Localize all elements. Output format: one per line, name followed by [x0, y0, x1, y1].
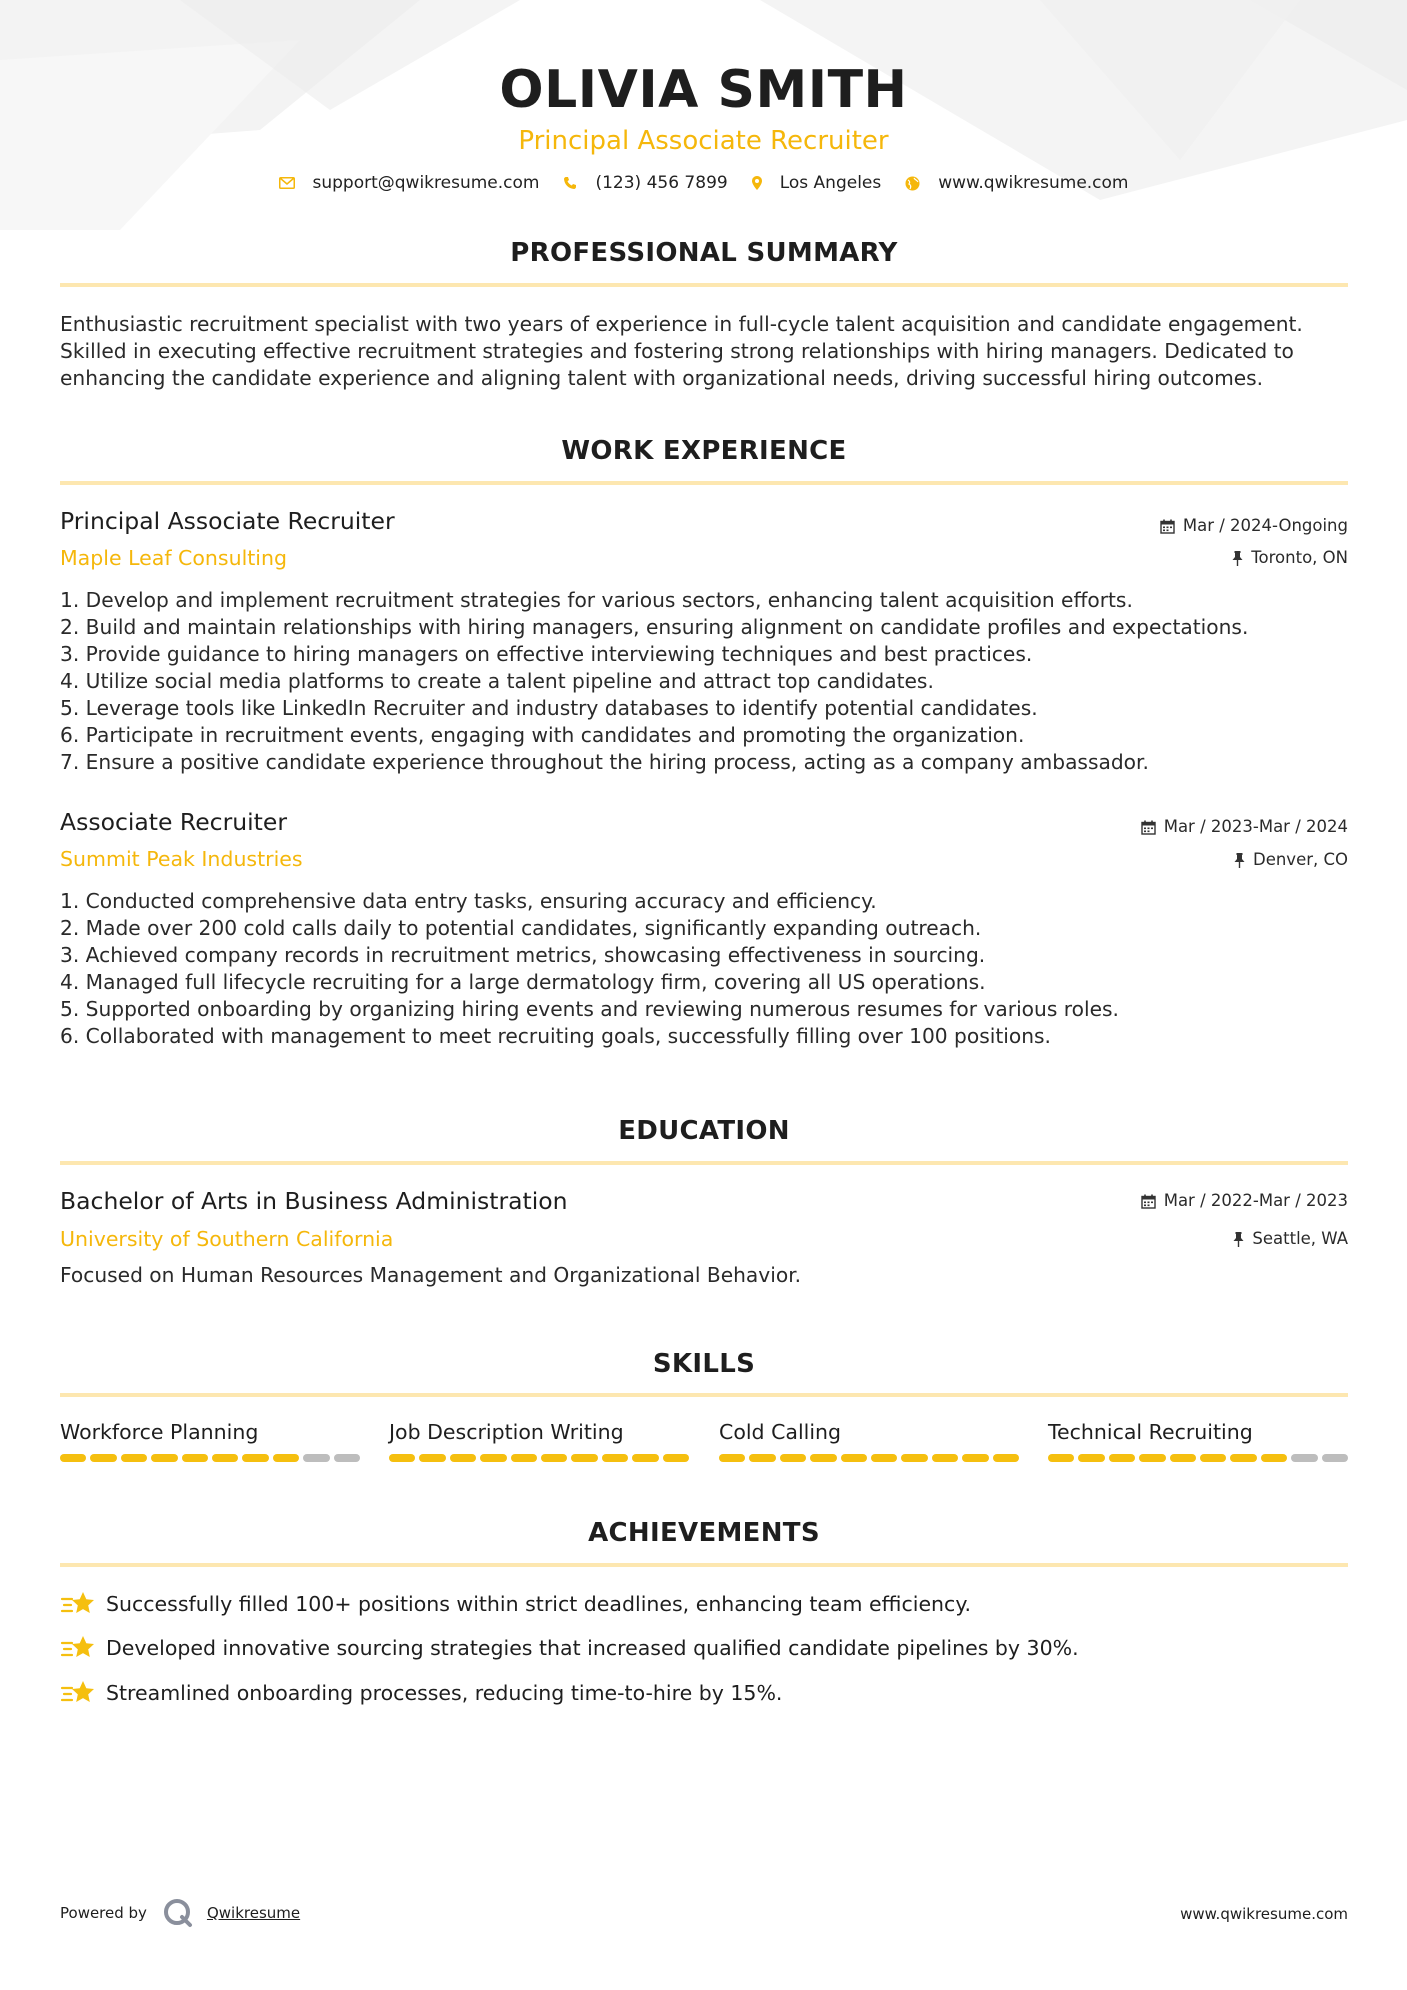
skill-level-dot-filled	[450, 1454, 476, 1462]
skill-level-dot-filled	[993, 1454, 1019, 1462]
skill-level-dot-filled	[1170, 1454, 1196, 1462]
resume-header	[0, 58, 1407, 194]
education-location	[1233, 1228, 1348, 1250]
section-title-achievements: ACHIEVEMENTS	[588, 1518, 820, 1548]
list-item: 6. Participate in recruitment events, engaging with candidates and promoting the organization.	[60, 723, 1025, 747]
skill-item	[389, 1418, 689, 1462]
skill-level-dot-filled	[632, 1454, 658, 1462]
qwikresume-logo-icon	[163, 1898, 193, 1928]
job-responsibilities	[60, 587, 1350, 776]
calendar-icon	[1160, 519, 1175, 534]
list-item: 5. Leverage tools like LinkedIn Recruiter and industry databases to identify potential candidates.	[60, 696, 1038, 720]
star-icon	[60, 1634, 96, 1662]
skill-level-dot-filled	[602, 1454, 628, 1462]
website-text: www.qwikresume.com	[938, 173, 1129, 193]
summary-line: enhancing the candidate experience and aligning talent with organizational needs, driving successful hiring outcomes.	[60, 366, 1264, 390]
summary-line: Skilled in executing effective recruitment strategies and fostering strong relationships with hiring managers. Dedicated to	[60, 339, 1294, 363]
skill-level-dot-filled	[871, 1454, 897, 1462]
location-text: Seattle, WA	[1252, 1229, 1348, 1248]
contact-location	[752, 172, 882, 194]
calendar-icon	[1141, 1194, 1156, 1209]
skill-level-dot-filled	[212, 1454, 238, 1462]
date-text: Mar / 2022-Mar / 2023	[1163, 1191, 1348, 1210]
contact-bar	[0, 172, 1407, 194]
skill-level-dot-empty	[1291, 1454, 1317, 1462]
location-text: Toronto, ON	[1251, 548, 1348, 567]
skill-level-dot-filled	[151, 1454, 177, 1462]
section-title-skills: SKILLS	[652, 1349, 756, 1379]
skill-level-dot-filled	[273, 1454, 299, 1462]
school-name: University of Southern California	[60, 1227, 394, 1251]
education-note: Focused on Human Resources Management and Organizational Behavior.	[60, 1263, 802, 1287]
contact-phone[interactable]	[563, 172, 727, 194]
candidate-name: OLIVIA SMITH	[499, 60, 908, 120]
section-title-work: WORK EXPERIENCE	[561, 436, 847, 466]
skill-level-dot-filled	[1078, 1454, 1104, 1462]
skill-name: Technical Recruiting	[1048, 1420, 1253, 1444]
section-divider	[60, 1563, 1348, 1567]
pushpin-icon	[1232, 551, 1243, 566]
skill-level-dot-filled	[182, 1454, 208, 1462]
skill-level-dot-filled	[749, 1454, 775, 1462]
job-responsibilities	[60, 888, 1350, 1050]
section-title-summary: PROFESSIONAL SUMMARY	[510, 238, 898, 268]
powered-by-label: Powered by	[60, 1904, 147, 1922]
achievement-item	[60, 1590, 971, 1618]
skill-item	[719, 1418, 1019, 1462]
section-divider	[60, 481, 1348, 485]
achievement-text: Successfully filled 100+ positions within strict deadlines, enhancing team efficiency.	[106, 1592, 972, 1616]
list-item: 2. Build and maintain relationships with hiring managers, ensuring alignment on candidate profiles and expectations.	[60, 615, 1249, 639]
skill-level-dot-filled	[1230, 1454, 1256, 1462]
skill-level-dot-filled	[541, 1454, 567, 1462]
job-title: Principal Associate Recruiter	[60, 507, 395, 535]
contact-website[interactable]	[905, 172, 1128, 194]
education-date	[1141, 1190, 1348, 1212]
skill-level-meter	[389, 1454, 689, 1462]
location-text: Denver, CO	[1252, 850, 1348, 869]
phone-icon	[563, 176, 577, 190]
skill-level-dot-filled	[719, 1454, 745, 1462]
star-icon	[60, 1590, 96, 1618]
skill-level-dot-empty	[1322, 1454, 1348, 1462]
achievement-item	[60, 1679, 782, 1707]
skill-level-meter	[1048, 1454, 1348, 1462]
achievement-item	[60, 1634, 1079, 1662]
skill-level-dot-filled	[841, 1454, 867, 1462]
skill-level-dot-filled	[511, 1454, 537, 1462]
section-divider	[60, 1393, 1348, 1397]
envelope-icon	[279, 177, 295, 189]
list-item: 6. Collaborated with management to meet recruiting goals, successfully filling over 100 positions.	[60, 1024, 1051, 1048]
job-date	[1160, 515, 1348, 537]
skill-level-dot-filled	[480, 1454, 506, 1462]
skill-level-dot-filled	[1139, 1454, 1165, 1462]
skill-level-meter	[719, 1454, 1019, 1462]
pushpin-icon	[1233, 1232, 1244, 1247]
globe-icon	[905, 176, 920, 191]
achievement-text: Streamlined onboarding processes, reducing time-to-hire by 15%.	[106, 1681, 783, 1705]
skill-level-dot-filled	[1200, 1454, 1226, 1462]
location-text: Los Angeles	[779, 173, 882, 193]
skill-level-dot-filled	[389, 1454, 415, 1462]
skill-level-dot-filled	[663, 1454, 689, 1462]
footer-powered-by	[60, 1898, 300, 1928]
skill-level-dot-filled	[60, 1454, 86, 1462]
skill-level-dot-filled	[242, 1454, 268, 1462]
map-pin-icon	[752, 176, 762, 190]
skill-level-dot-filled	[932, 1454, 958, 1462]
job-title: Associate Recruiter	[60, 808, 288, 836]
skill-name: Workforce Planning	[60, 1420, 259, 1444]
skill-level-dot-filled	[780, 1454, 806, 1462]
company-name: Summit Peak Industries	[60, 847, 303, 871]
list-item: 4. Managed full lifecycle recruiting for a large dermatology firm, covering all US operations.	[60, 970, 986, 994]
candidate-role: Principal Associate Recruiter	[518, 126, 889, 156]
list-item: 7. Ensure a positive candidate experience throughout the hiring process, acting as a company ambassador.	[60, 750, 1149, 774]
phone-text: (123) 456 7899	[595, 173, 728, 193]
section-title-education: EDUCATION	[618, 1116, 790, 1146]
skill-level-meter	[60, 1454, 360, 1462]
list-item: 2. Made over 200 cold calls daily to potential candidates, significantly expanding outreach.	[60, 916, 982, 940]
list-item: 1. Develop and implement recruitment strategies for various sectors, enhancing talent acquisition efforts.	[60, 588, 1133, 612]
skill-level-dot-filled	[1048, 1454, 1074, 1462]
skill-level-dot-filled	[121, 1454, 147, 1462]
degree-title: Bachelor of Arts in Business Administration	[60, 1187, 568, 1215]
achievement-text: Developed innovative sourcing strategies that increased qualified candidate pipelines by 30%.	[106, 1636, 1079, 1660]
skill-item	[1048, 1418, 1348, 1462]
skill-item	[60, 1418, 360, 1462]
section-divider	[60, 1161, 1348, 1165]
skill-name: Cold Calling	[719, 1420, 842, 1444]
pushpin-icon	[1234, 853, 1245, 868]
skill-level-dot-filled	[1261, 1454, 1287, 1462]
skill-level-dot-empty	[303, 1454, 329, 1462]
skill-level-dot-filled	[962, 1454, 988, 1462]
summary-line: Enthusiastic recruitment specialist with two years of experience in full-cycle talent acquisition and candidate engagement.	[60, 312, 1303, 336]
skill-level-dot-filled	[571, 1454, 597, 1462]
summary-text	[60, 311, 1352, 392]
skill-level-dot-filled	[419, 1454, 445, 1462]
contact-email[interactable]	[279, 172, 540, 194]
skill-level-dot-filled	[90, 1454, 116, 1462]
skill-level-dot-filled	[810, 1454, 836, 1462]
qwikresume-link[interactable]: Qwikresume	[206, 1904, 301, 1922]
skill-level-dot-filled	[901, 1454, 927, 1462]
job-location	[1232, 547, 1348, 569]
skill-level-dot-empty	[334, 1454, 360, 1462]
email-text: support@qwikresume.com	[312, 173, 540, 193]
footer-website[interactable]: www.qwikresume.com	[1180, 1905, 1348, 1923]
job-date	[1141, 816, 1348, 838]
list-item: 3. Achieved company records in recruitment metrics, showcasing effectiveness in sourcing.	[60, 943, 986, 967]
date-text: Mar / 2023-Mar / 2024	[1163, 817, 1348, 836]
list-item: 3. Provide guidance to hiring managers on effective interviewing techniques and best practices.	[60, 642, 1033, 666]
skill-name: Job Description Writing	[389, 1420, 624, 1444]
job-location	[1234, 849, 1348, 871]
list-item: 4. Utilize social media platforms to create a talent pipeline and attract top candidates.	[60, 669, 934, 693]
list-item: 5. Supported onboarding by organizing hiring events and reviewing numerous resumes for various roles.	[60, 997, 1119, 1021]
date-text: Mar / 2024-Ongoing	[1182, 516, 1348, 535]
list-item: 1. Conducted comprehensive data entry tasks, ensuring accuracy and efficiency.	[60, 889, 877, 913]
section-divider	[60, 283, 1348, 287]
company-name: Maple Leaf Consulting	[60, 546, 288, 570]
calendar-icon	[1141, 820, 1156, 835]
star-icon	[60, 1679, 96, 1707]
skill-level-dot-filled	[1109, 1454, 1135, 1462]
